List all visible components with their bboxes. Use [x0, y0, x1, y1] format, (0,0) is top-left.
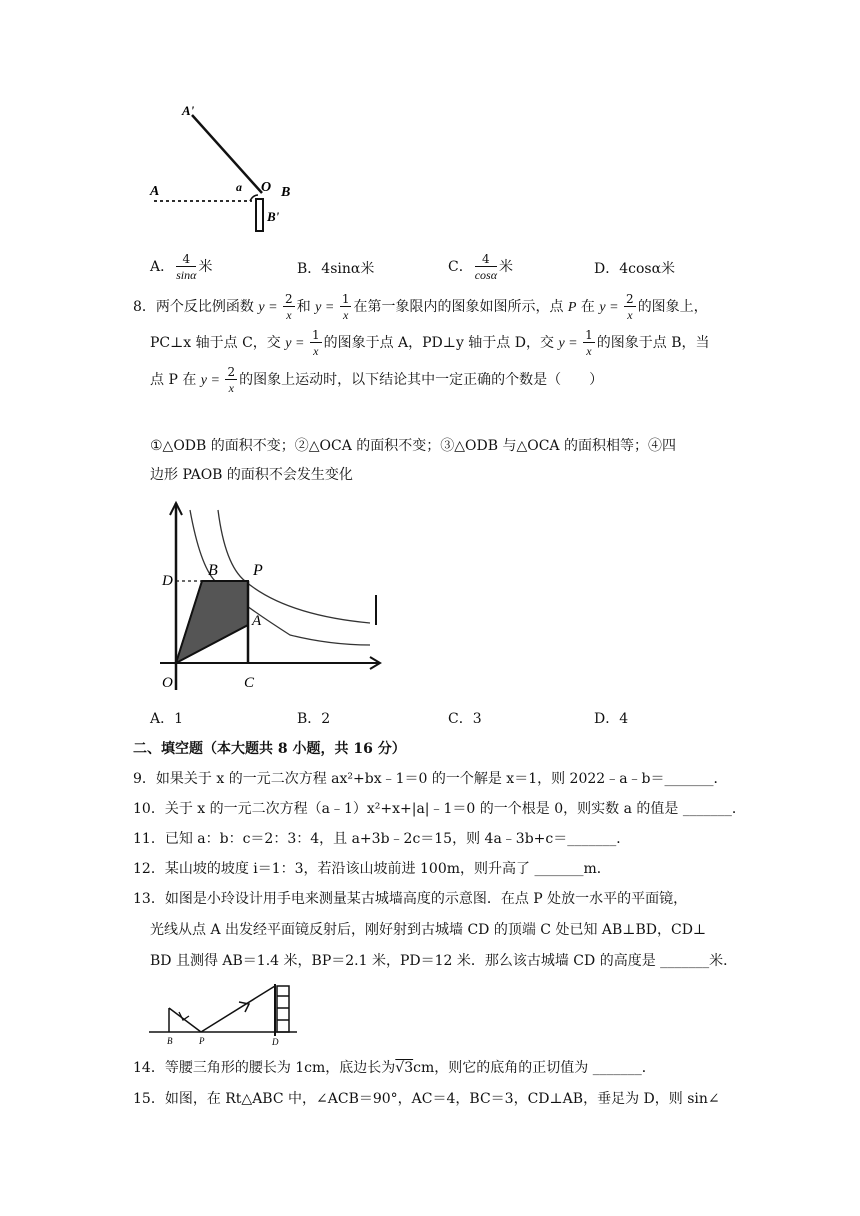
- label-alpha: a: [236, 180, 242, 194]
- question-12: 12．某山坡的坡度 i＝1：3，若沿该山坡前进 100m，则升高了 _______m．: [133, 861, 611, 877]
- question-13-line-2: 光线从点 A 出发经平面镜反射后，刚好射到古城墙 CD 的顶端 C 处已知 AB⊥BD，CD⊥: [150, 922, 707, 938]
- q8-line-3: 点 P 在 y = $\frac{2}{x}$ 的图象上运动时，以下结论其中一定正确的个数是（ ）: [150, 365, 604, 395]
- question-13-line-3: BD 且测得 AB＝1.4 米，BP＝2.1 米，PD＝12 米．那么该古城墙 CD 的高度是 _______米．: [150, 953, 738, 969]
- section-heading: 二、填空题（本大题共 8 小题，共 16 分）: [133, 741, 406, 757]
- q8-option-d: D．4: [594, 711, 629, 727]
- figure-q13: [145, 978, 305, 1048]
- label-d: D: [272, 1037, 279, 1047]
- label-p: P: [253, 562, 263, 579]
- q7-option-c: C． $\frac{4}{\cos\alpha}$ 米: [448, 252, 514, 282]
- q8-statements-2: 边形 PAOB 的面积不会发生变化: [150, 467, 353, 483]
- question-11: 11．已知 a：b：c＝2：3：4，且 a+3b﹣2c＝15，则 4a﹣3b+c＝_______．: [133, 831, 631, 847]
- q7-option-a: A． $\frac{4}{\sin\alpha}$ 米: [150, 252, 213, 282]
- figure-q7: [140, 95, 310, 240]
- question-13-line-1: 13．如图是小玲设计用手电来测量某古城墙高度的示意图．在点 P 处放一水平的平面镜，: [133, 891, 688, 907]
- label-b: B: [281, 185, 291, 200]
- label-o: O: [162, 675, 173, 691]
- q8-statements-1: ①△ODB 的面积不变；②△OCA 的面积不变；③△ODB 与△OCA 的面积相等；④四: [150, 438, 676, 454]
- figure-q8: [140, 495, 400, 700]
- label-b: B: [208, 562, 218, 579]
- q8-line-2: PC⊥x 轴于点 C，交 y = $\frac{1}{x}$ 的图象于点 A，PD⊥y 轴于点 D，交 y = $\frac{1}{x}$ 的图象于点 B，当: [150, 328, 710, 358]
- q7-option-d: D．4cosα米: [594, 261, 676, 277]
- label-a: A: [252, 613, 262, 629]
- q8-option-c: C．3: [448, 711, 482, 727]
- question-9: 9．如果关于 x 的一元二次方程 ax²+bx﹣1＝0 的一个解是 x＝1，则 2022﹣a﹣b＝_______．: [133, 771, 728, 787]
- question-14: 14．等腰三角形的腰长为 1cm，底边长为√3cm，则它的底角的正切值为 _______．: [133, 1060, 656, 1076]
- label-a: A: [150, 184, 160, 199]
- label-b-prime: B': [267, 209, 280, 224]
- q8-option-a: A．1: [150, 711, 184, 727]
- question-10: 10．关于 x 的一元二次方程（a﹣1）x²+x+|a|﹣1＝0 的一个根是 0，则实数 a 的值是 _______．: [133, 801, 746, 817]
- label-b: B: [167, 1036, 173, 1046]
- question-15: 15．如图，在 Rt△ABC 中，∠ACB＝90°，AC＝4，BC＝3，CD⊥AB，垂足为 D，则 sin∠: [133, 1091, 720, 1107]
- q8-line-1: 8．两个反比例函数 y = $\frac{2}{x}$ 和 y = $\frac{1}{x}$ 在第一象限内的图象如图所示，点 P 在 y = $\frac{2}{x}$ 的图象上，: [133, 292, 708, 322]
- label-c: C: [244, 675, 255, 691]
- label-p: P: [199, 1036, 205, 1046]
- q8-option-b: B．2: [297, 711, 331, 727]
- q7-option-b: B．4sinα米: [297, 261, 375, 277]
- label-a-prime: A': [182, 103, 195, 118]
- label-d: D: [162, 573, 173, 589]
- label-o: O: [261, 180, 272, 195]
